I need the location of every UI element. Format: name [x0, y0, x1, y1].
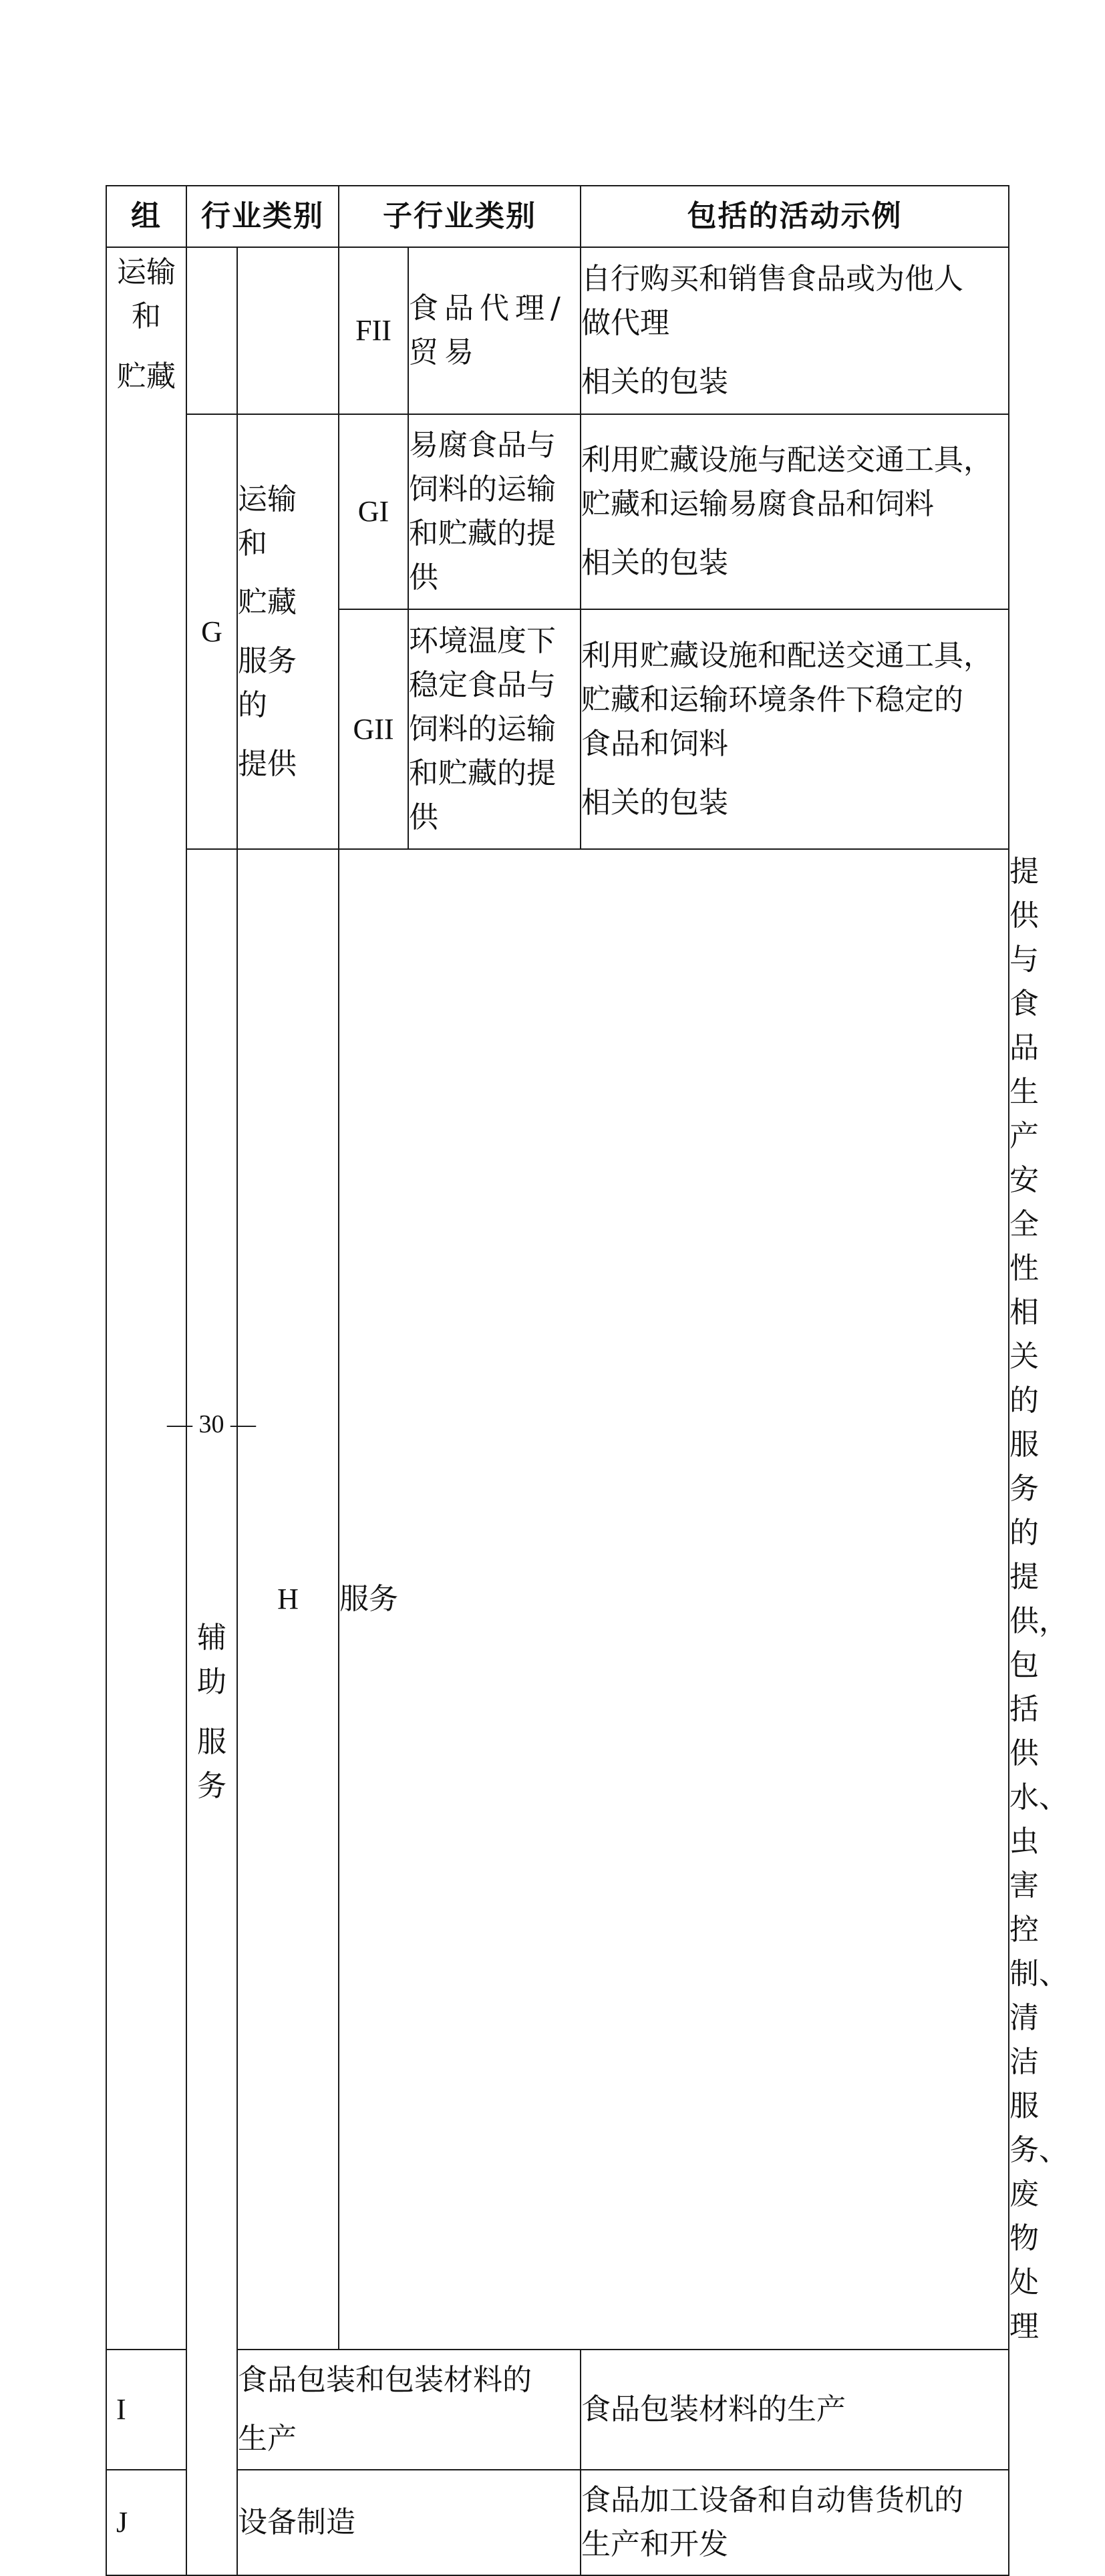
code-i: I [106, 2350, 186, 2470]
header-group: 组 [106, 186, 186, 247]
header-sub-industry: 子行业类别 [339, 186, 581, 247]
code-fii: FII [339, 247, 408, 414]
code-h: H [237, 849, 339, 2350]
food-chain-category-table: 组 行业类别 子行业类别 包括的活动示例 运输 和 贮藏 FII 食品代理/ 贸易 自行购买和销售食品或为他人 做代理 相关的包装 G 运输 和 贮藏 服务 的 提供 GI 易腐食品与 饲料的运输 和贮藏的提 供 利用贮藏设施与配送交通工具， 贮藏和运输易腐食品和饲料 相关的包装 GII 环境温度下 稳定食品与 饲料的运输 和贮藏的提 供 利用贮藏设施和配送交通工具， 贮藏和运输环境条件下稳定的 食品和饲料 相关的包装 辅助 服务 H 服务 提供与食品生产安全性相关的 服务的提供，包括供水、虫害控 制、清洁服务、废物处理 I 食品包装和包装材料的 生产 食品包装材料的生产 J 设备制造 食品加工设备和自动售货机的 生产和开发 [106, 185, 1009, 2576]
empty-cell [186, 247, 237, 414]
industry-j: 设备制造 [237, 2470, 581, 2575]
header-activities: 包括的活动示例 [581, 186, 1009, 247]
industry-i: 食品包装和包装材料的 生产 [237, 2350, 581, 2470]
group-auxiliary-services: 辅助 服务 [186, 849, 237, 2575]
activity-gi: 利用贮藏设施与配送交通工具， 贮藏和运输易腐食品和饲料 相关的包装 [581, 414, 1009, 609]
code-j: J [106, 2470, 186, 2575]
industry-h: 服务 [339, 849, 1009, 2350]
header-industry: 行业类别 [186, 186, 339, 247]
sub-industry-fii: 食品代理/ 贸易 [408, 247, 581, 414]
activity-j: 食品加工设备和自动售货机的 生产和开发 [581, 2470, 1009, 2575]
code-g: G [186, 414, 237, 849]
code-gii: GII [339, 609, 408, 849]
sub-industry-gi: 易腐食品与 饲料的运输 和贮藏的提 供 [408, 414, 581, 609]
sub-industry-gii: 环境温度下 稳定食品与 饲料的运输 和贮藏的提 供 [408, 609, 581, 849]
activity-i: 食品包装材料的生产 [581, 2350, 1009, 2470]
group-transport-storage: 运输 和 贮藏 [106, 247, 186, 2350]
page-number: — 30 — [167, 1410, 256, 1438]
industry-g: 运输 和 贮藏 服务 的 提供 [237, 414, 339, 849]
activity-gii: 利用贮藏设施和配送交通工具， 贮藏和运输环境条件下稳定的 食品和饲料 相关的包装 [581, 609, 1009, 849]
code-gi: GI [339, 414, 408, 609]
empty-cell [237, 247, 339, 414]
activity-fii: 自行购买和销售食品或为他人 做代理 相关的包装 [581, 247, 1009, 414]
